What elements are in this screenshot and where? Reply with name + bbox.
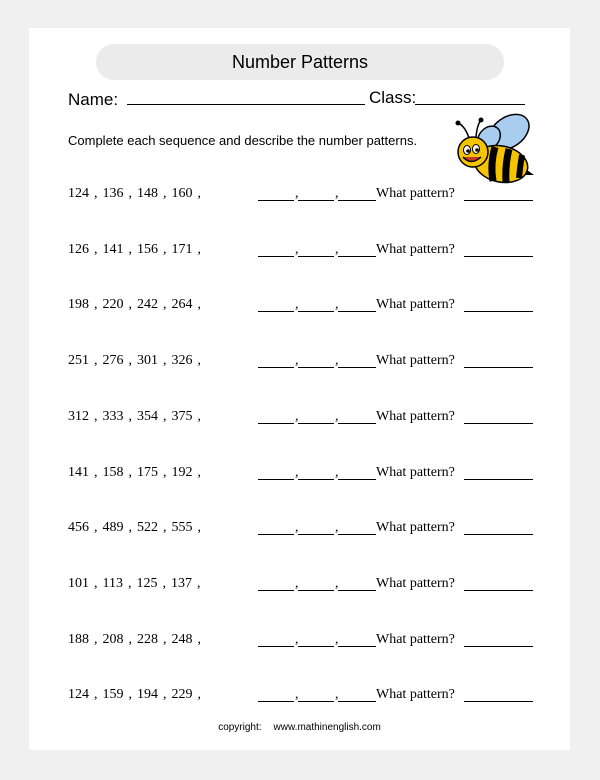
- sequence-term: 126: [68, 241, 89, 257]
- answer-blank[interactable]: [338, 479, 376, 480]
- comma: ,: [128, 464, 132, 480]
- worksheet-title: [96, 44, 504, 80]
- sequence-row: [68, 240, 538, 262]
- comma: ,: [197, 520, 201, 536]
- sequence-term: 125: [136, 575, 158, 591]
- answer-blank[interactable]: [298, 646, 334, 647]
- comma: ,: [335, 353, 339, 369]
- sequence-term: 312: [68, 408, 89, 424]
- answer-blank[interactable]: [258, 367, 294, 368]
- sequence-term: 148: [137, 186, 158, 201]
- pattern-answer-blank[interactable]: [464, 534, 533, 535]
- sequence-term: 276: [102, 353, 124, 369]
- comma: ,: [163, 464, 167, 480]
- comma: ,: [335, 464, 339, 480]
- comma: ,: [163, 186, 167, 201]
- comma: ,: [295, 241, 299, 257]
- comma: ,: [163, 408, 167, 424]
- sequence-term: 522: [137, 520, 158, 536]
- answer-blank[interactable]: [338, 311, 376, 312]
- class-blank[interactable]: [415, 88, 525, 105]
- sequence-terms: [68, 186, 206, 202]
- comma: ,: [127, 575, 132, 591]
- sequence-term: 156: [137, 241, 158, 257]
- comma: ,: [163, 241, 167, 257]
- answer-blank[interactable]: [338, 701, 376, 702]
- what-pattern-label: What pattern?: [376, 575, 455, 591]
- answer-blank[interactable]: [258, 534, 294, 535]
- answer-blank[interactable]: [338, 367, 376, 368]
- sequence-term: 159: [102, 687, 124, 703]
- worksheet-page: [29, 28, 570, 750]
- answer-blank[interactable]: [258, 590, 294, 591]
- what-pattern-label: What pattern?: [376, 241, 455, 257]
- comma: ,: [94, 297, 98, 313]
- comma: ,: [295, 186, 299, 201]
- pattern-answer-blank[interactable]: [464, 367, 533, 368]
- answer-blank[interactable]: [298, 590, 334, 591]
- comma: ,: [197, 408, 201, 424]
- answer-blank[interactable]: [258, 256, 294, 257]
- comma: ,: [196, 575, 201, 591]
- sequence-term: 354: [137, 408, 158, 424]
- pattern-answer-blank[interactable]: [464, 200, 533, 201]
- sequence-terms: [68, 576, 205, 592]
- comma: ,: [128, 241, 132, 257]
- sequence-term: 101: [68, 575, 89, 591]
- sequence-term: 171: [171, 241, 193, 257]
- sequence-term: 489: [102, 520, 124, 536]
- sequence-term: 242: [137, 297, 158, 313]
- comma: ,: [128, 297, 132, 313]
- sequence-term: 160: [171, 186, 193, 201]
- sequence-term: 251: [68, 353, 89, 369]
- sequence-term: 137: [170, 575, 192, 591]
- answer-blank[interactable]: [298, 534, 334, 535]
- footer: [29, 722, 570, 733]
- pattern-answer-blank[interactable]: [464, 256, 533, 257]
- pattern-answer-blank[interactable]: [464, 590, 533, 591]
- comma: ,: [295, 353, 299, 369]
- comma: ,: [163, 520, 167, 536]
- comma: ,: [335, 297, 339, 313]
- sequence-row: [68, 463, 538, 485]
- what-pattern-label: What pattern?: [376, 408, 455, 424]
- name-class-line: [68, 88, 417, 110]
- comma: ,: [163, 631, 167, 647]
- comma: ,: [295, 297, 299, 313]
- answer-blank[interactable]: [258, 701, 294, 702]
- instructions: Complete each sequence and describe the number patterns.: [68, 133, 418, 148]
- comma: ,: [295, 687, 299, 703]
- comma: ,: [128, 631, 132, 647]
- sequence-term: 228: [137, 631, 158, 647]
- pattern-answer-blank[interactable]: [464, 646, 533, 647]
- sequence-term: 192: [171, 464, 193, 480]
- answer-blank[interactable]: [298, 367, 334, 368]
- answer-blank[interactable]: [258, 200, 294, 201]
- comma: ,: [295, 520, 299, 536]
- sequence-term: 220: [102, 297, 124, 313]
- comma: ,: [335, 241, 339, 257]
- comma: ,: [295, 575, 299, 591]
- answer-blank[interactable]: [338, 200, 376, 201]
- sequence-term: 124: [68, 687, 89, 703]
- comma: ,: [128, 186, 132, 201]
- footer-site: www.mathinenglish.com: [273, 722, 381, 733]
- answer-blank[interactable]: [338, 590, 376, 591]
- comma: ,: [295, 408, 299, 424]
- comma: ,: [197, 186, 201, 201]
- sequence-term: 229: [171, 687, 193, 703]
- sequence-terms: [68, 242, 206, 258]
- comma: ,: [197, 353, 201, 369]
- comma: ,: [128, 687, 132, 703]
- comma: ,: [335, 408, 339, 424]
- answer-blank[interactable]: [298, 256, 334, 257]
- worksheet-title-text: Number Patterns: [231, 51, 369, 72]
- sequence-term: 333: [102, 408, 124, 424]
- comma: ,: [94, 575, 98, 591]
- answer-blank[interactable]: [258, 479, 294, 480]
- sequence-terms: [68, 465, 206, 481]
- sequence-row: [68, 630, 538, 652]
- comma: ,: [94, 353, 98, 369]
- what-pattern-label: What pattern?: [376, 464, 455, 480]
- answer-blank[interactable]: [298, 200, 334, 201]
- pattern-answer-blank[interactable]: [464, 311, 533, 312]
- sequence-term: 175: [137, 464, 158, 480]
- sequence-terms: [68, 632, 206, 648]
- sequence-term: 326: [171, 353, 193, 369]
- comma: ,: [197, 464, 201, 480]
- comma: ,: [295, 631, 299, 647]
- class-label: Class:: [369, 88, 417, 107]
- answer-blank[interactable]: [258, 423, 294, 424]
- comma: ,: [197, 631, 201, 647]
- pattern-answer-blank[interactable]: [464, 701, 533, 702]
- sequence-term: 208: [102, 631, 124, 647]
- sequence-term: 158: [102, 464, 124, 480]
- sequence-term: 198: [68, 297, 89, 313]
- what-pattern-label: What pattern?: [376, 520, 455, 536]
- sequence-term: 248: [171, 631, 193, 647]
- sequence-term: 194: [137, 687, 158, 703]
- sequence-row: [68, 685, 538, 707]
- sequence-term: 113: [102, 575, 123, 591]
- sequence-term: 141: [68, 464, 89, 480]
- comma: ,: [162, 575, 166, 591]
- comma: ,: [335, 575, 339, 591]
- what-pattern-label: What pattern?: [376, 353, 455, 369]
- sequence-row: [68, 295, 538, 317]
- sequence-row: [68, 184, 538, 206]
- comma: ,: [197, 241, 201, 257]
- comma: ,: [128, 520, 132, 536]
- comma: ,: [94, 408, 98, 424]
- answer-blank[interactable]: [298, 423, 334, 424]
- sequence-row: [68, 574, 538, 596]
- answer-blank[interactable]: [298, 479, 334, 480]
- comma: ,: [94, 464, 98, 480]
- comma: ,: [335, 687, 339, 703]
- answer-blank[interactable]: [298, 311, 334, 312]
- answer-blank[interactable]: [338, 256, 376, 257]
- sequence-term: 264: [171, 297, 193, 313]
- sequence-term: 301: [137, 353, 158, 369]
- sequence-term: 136: [102, 186, 124, 201]
- answer-blank[interactable]: [298, 701, 334, 702]
- comma: ,: [94, 186, 98, 201]
- what-pattern-label: What pattern?: [376, 297, 455, 313]
- comma: ,: [128, 408, 132, 424]
- comma: ,: [163, 297, 167, 313]
- pattern-answer-blank[interactable]: [464, 423, 533, 424]
- sequence-row: [68, 351, 538, 373]
- comma: ,: [335, 631, 339, 647]
- comma: ,: [128, 353, 132, 369]
- footer-copyright: copyright:: [218, 722, 262, 733]
- comma: ,: [295, 464, 299, 480]
- comma: ,: [197, 297, 201, 313]
- comma: ,: [94, 631, 98, 647]
- comma: ,: [163, 353, 167, 369]
- answer-blank[interactable]: [258, 646, 294, 647]
- what-pattern-label: What pattern?: [376, 186, 455, 201]
- answer-blank[interactable]: [258, 311, 294, 312]
- answer-blank[interactable]: [338, 423, 376, 424]
- sequence-terms: [68, 297, 206, 313]
- comma: ,: [163, 687, 167, 703]
- comma: ,: [94, 687, 98, 703]
- sequence-row: [68, 518, 538, 540]
- sequence-term: 188: [68, 631, 89, 647]
- sequence-term: 375: [171, 408, 193, 424]
- comma: ,: [94, 520, 98, 536]
- pattern-answer-blank[interactable]: [464, 479, 533, 480]
- name-label: Name:: [68, 90, 119, 109]
- comma: ,: [335, 186, 339, 201]
- comma: ,: [197, 687, 201, 703]
- comma: ,: [94, 241, 98, 257]
- sequence-row: [68, 407, 538, 429]
- answer-blank[interactable]: [338, 534, 376, 535]
- name-blank[interactable]: [127, 88, 365, 105]
- sequence-terms: [68, 520, 206, 536]
- sequence-term: 124: [68, 186, 89, 201]
- sequence-terms: [68, 353, 206, 369]
- sequence-term: 555: [171, 520, 193, 536]
- sequence-term: 456: [68, 520, 89, 536]
- sequence-terms: [68, 409, 206, 425]
- what-pattern-label: What pattern?: [376, 687, 455, 703]
- comma: ,: [335, 520, 339, 536]
- what-pattern-label: What pattern?: [376, 631, 455, 647]
- sequence-terms: [68, 687, 206, 703]
- answer-blank[interactable]: [338, 646, 376, 647]
- sequence-term: 141: [102, 241, 124, 257]
